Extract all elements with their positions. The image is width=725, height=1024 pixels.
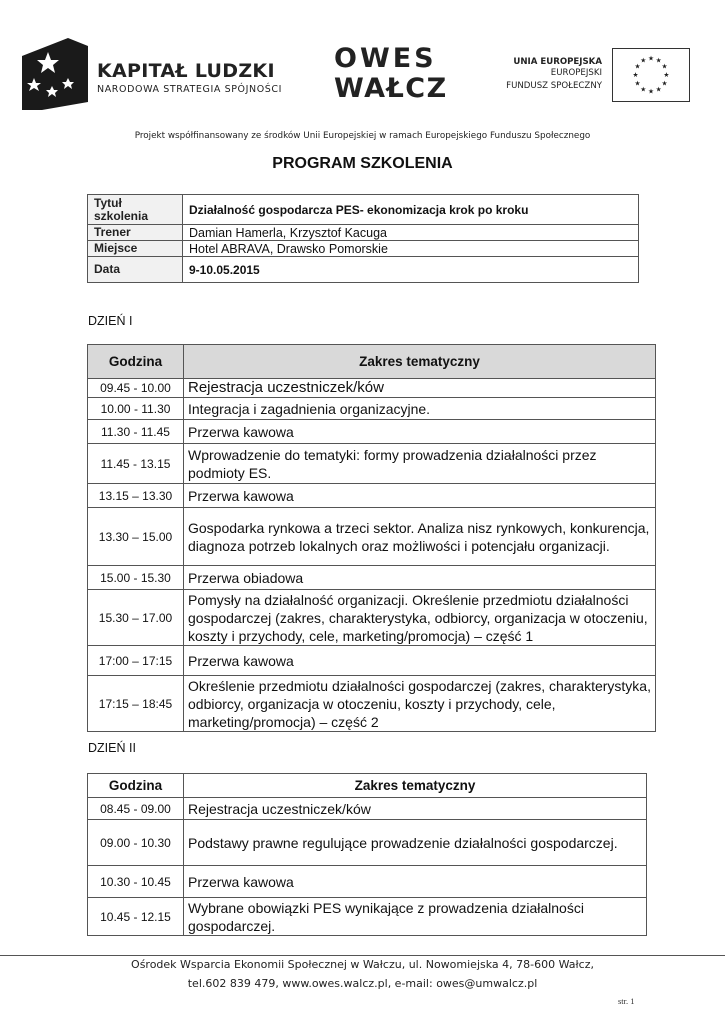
- info-row-title: [88, 195, 639, 225]
- kapital-ludzki-wordmark: [97, 60, 282, 95]
- table-row: [88, 566, 656, 590]
- page-title: PROGRAM SZKOLENIA: [272, 155, 453, 172]
- table-row: [88, 444, 656, 484]
- table-row: [88, 798, 647, 820]
- row-topic: Przerwa kawowa: [184, 646, 656, 676]
- table-row: [88, 820, 647, 866]
- row-time: 11.30 - 11.45: [88, 420, 184, 444]
- table-row: [88, 646, 656, 676]
- table-row: [88, 508, 656, 566]
- row-topic: Podstawy prawne regulujące prowadzenie działalności gospodarczej.: [184, 820, 647, 866]
- eu-line2: EUROPEJSKI: [550, 68, 602, 78]
- eu-line3: FUNDUSZ SPOŁECZNY: [506, 81, 602, 91]
- row-time: 15.30 – 17.00: [88, 590, 184, 646]
- info-value: Hotel ABRAVA, Drawsko Pomorskie: [183, 241, 639, 257]
- training-info-table: [87, 194, 639, 283]
- svg-text:★: ★: [661, 79, 668, 88]
- table-row: [88, 590, 656, 646]
- svg-text:★: ★: [663, 70, 670, 79]
- footer-address: Ośrodek Wsparcia Ekonomii Społecznej w Wałczu, ul. Nowomiejska 4, 78-600 Wałcz,: [131, 958, 594, 971]
- col-header-time: Godzina: [88, 774, 184, 798]
- info-label: Miejsce: [88, 241, 183, 257]
- day1-label: DZIEŃ I: [88, 314, 133, 328]
- row-topic: Pomysły na działalność organizacji. Określenie przedmiotu działalności gospodarczej (zakres, charakterystyka, odbiorcy, organizacja w otoczeniu, koszty i przychody, cele, marketing/promocja) – część 1: [184, 590, 656, 646]
- svg-text:★: ★: [661, 62, 668, 71]
- info-label: Trener: [88, 225, 183, 241]
- svg-text:★: ★: [640, 85, 647, 94]
- svg-text:★: ★: [634, 62, 641, 71]
- table-row: [88, 676, 656, 732]
- info-value: Działalność gospodarcza PES- ekonomizacja krok po kroku: [183, 195, 639, 225]
- row-time: 13.30 – 15.00: [88, 508, 184, 566]
- row-topic: Przerwa obiadowa: [184, 566, 656, 590]
- col-header-time: Godzina: [88, 345, 184, 379]
- row-topic: Wprowadzenie do tematyki: formy prowadzenia działalności przez podmioty ES.: [184, 444, 656, 484]
- row-time: 09.45 - 10.00: [88, 379, 184, 398]
- row-time: 17:15 – 18:45: [88, 676, 184, 732]
- svg-text:★: ★: [655, 56, 662, 65]
- table-row: [88, 420, 656, 444]
- kl-title: KAPITAŁ LUDZKI: [97, 60, 275, 82]
- svg-text:★: ★: [632, 70, 639, 79]
- footer-contact: tel.602 839 479, www.owes.walcz.pl, e-mail: owes@umwalcz.pl: [187, 977, 538, 990]
- table-header-row: [88, 774, 647, 798]
- eu-flag-icon: [612, 48, 690, 102]
- eu-wordmark: [490, 57, 602, 93]
- row-topic: Przerwa kawowa: [184, 866, 647, 898]
- row-time: 08.45 - 09.00: [88, 798, 184, 820]
- day2-schedule-table: [87, 773, 647, 936]
- row-time: 10.00 - 11.30: [88, 398, 184, 420]
- info-value: 9-10.05.2015: [183, 257, 639, 283]
- svg-text:★: ★: [647, 87, 655, 96]
- row-topic: Określenie przedmiotu działalności gospodarczej (zakres, charakterystyka, odbiorcy, organizacja w otoczeniu, koszty i przychody, cele, marketing/promocja) – część 2: [184, 676, 656, 732]
- footer-divider: [0, 955, 725, 956]
- svg-text:★: ★: [634, 79, 641, 88]
- kapital-ludzki-logo-icon: [22, 38, 88, 110]
- row-topic: Integracja i zagadnienia organizacyjne.: [184, 398, 656, 420]
- kl-subtitle: NARODOWA STRATEGIA SPÓJNOŚCI: [97, 84, 283, 95]
- eu-line1: UNIA EUROPEJSKA: [513, 57, 602, 67]
- row-topic: Gospodarka rynkowa a trzeci sektor. Analiza nisz rynkowych, konkurencja, diagnoza potrzeb lokalnych oraz możliwości i potencjału organizacji.: [184, 508, 656, 566]
- col-header-topic: Zakres tematyczny: [184, 774, 647, 798]
- row-topic: Przerwa kawowa: [184, 484, 656, 508]
- row-time: 09.00 - 10.30: [88, 820, 184, 866]
- day1-schedule-table: [87, 344, 656, 732]
- owes-line2: WAŁCZ: [334, 73, 448, 104]
- svg-text:★: ★: [640, 56, 647, 65]
- row-time: 11.45 - 13.15: [88, 444, 184, 484]
- row-time: 15.00 - 15.30: [88, 566, 184, 590]
- owes-logo: [334, 44, 448, 104]
- table-row: [88, 379, 656, 398]
- table-row: [88, 898, 647, 936]
- row-topic: Przerwa kawowa: [184, 420, 656, 444]
- row-time: 13.15 – 13.30: [88, 484, 184, 508]
- day2-label: DZIEŃ II: [88, 741, 136, 755]
- cofinancing-note: Projekt współfinansowany ze środków Unii Europejskiej w ramach Europejskiego Funduszu Społecznego: [134, 131, 591, 141]
- row-time: 10.30 - 10.45: [88, 866, 184, 898]
- info-row-date: [88, 257, 639, 283]
- row-time: 10.45 - 12.15: [88, 898, 184, 936]
- svg-text:★: ★: [647, 54, 655, 63]
- info-label: Data: [88, 257, 183, 283]
- row-topic: Wybrane obowiązki PES wynikające z prowadzenia działalności gospodarczej.: [184, 898, 647, 936]
- row-topic: Rejestracja uczestniczek/ków: [184, 798, 647, 820]
- table-row: [88, 398, 656, 420]
- table-row: [88, 866, 647, 898]
- row-time: 17:00 – 17:15: [88, 646, 184, 676]
- col-header-topic: Zakres tematyczny: [184, 345, 656, 379]
- info-value: Damian Hamerla, Krzysztof Kacuga: [183, 225, 639, 241]
- page-number: str. 1: [618, 996, 635, 1006]
- svg-text:★: ★: [655, 85, 662, 94]
- owes-line1: OWES: [334, 43, 437, 74]
- info-row-place: [88, 241, 639, 257]
- table-header-row: [88, 345, 656, 379]
- info-row-trainer: [88, 225, 639, 241]
- table-row: [88, 484, 656, 508]
- info-label: Tytuł szkolenia: [88, 195, 183, 225]
- row-topic: Rejestracja uczestniczek/ków: [184, 379, 656, 398]
